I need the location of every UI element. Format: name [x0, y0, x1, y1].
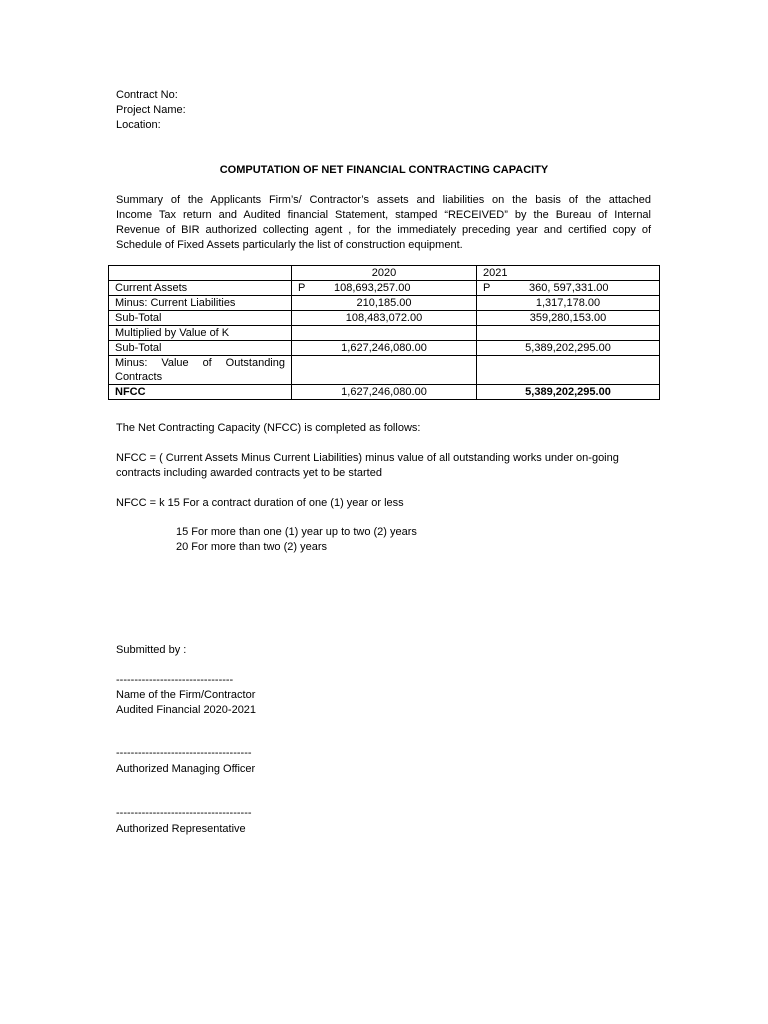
summary-line: Schedule of Fixed Assets particularly the list of construction equipment. [116, 239, 463, 251]
table-cell-empty [109, 266, 292, 281]
table-cell-empty [477, 356, 660, 385]
signature-line: ------------------------------------- [116, 807, 252, 819]
peso-prefix: P [298, 282, 306, 294]
submitted-by-label: Submitted by : [116, 644, 187, 656]
current-assets-2020 [292, 281, 477, 296]
nfcc-intro: The Net Contracting Capacity (NFCC) is completed as follows: [116, 422, 421, 434]
table-row [109, 311, 660, 326]
current-assets-2020-value: 108,693,257.00 [334, 282, 411, 294]
subtotal2-label: Sub-Total [109, 341, 292, 356]
nfcc-2020: 1,627,246,080.00 [292, 385, 477, 400]
subtotal1-2020: 108,483,072.00 [292, 311, 477, 326]
nfcc-label: NFCC [109, 385, 292, 400]
current-assets-2021 [477, 281, 660, 296]
audited-financial-label: Audited Financial 2020-2021 [116, 704, 257, 716]
project-name-label: Project Name: [116, 104, 186, 116]
current-liabilities-2020: 210,185.00 [292, 296, 477, 311]
table-cell-empty [292, 356, 477, 385]
k-value-line: 15 For more than one (1) year up to two (2) years [176, 526, 417, 538]
firm-name-label: Name of the Firm/Contractor [116, 689, 256, 701]
summary-line: Revenue of BIR authorized collecting agent , for the immediately preceding year and certified copy of [116, 224, 651, 236]
table-cell-empty [292, 326, 477, 341]
summary-line: Income Tax return and Audited financial Statement, stamped “RECEIVED” by the Bureau of Internal [116, 209, 651, 221]
signature-line: ------------------------------------- [116, 747, 252, 759]
managing-officer-label: Authorized Managing Officer [116, 763, 256, 775]
table-row [109, 341, 660, 356]
year-2020-header: 2020 [292, 266, 477, 281]
table-row [109, 296, 660, 311]
subtotal2-2020: 1,627,246,080.00 [292, 341, 477, 356]
document-title: COMPUTATION OF NET FINANCIAL CONTRACTING CAPACITY [219, 164, 549, 176]
nfcc-2021: 5,389,202,295.00 [477, 385, 660, 400]
subtotal1-2021: 359,280,153.00 [477, 311, 660, 326]
current-liabilities-label: Minus: Current Liabilities [109, 296, 292, 311]
summary-line: Summary of the Applicants Firm’s/ Contractor’s assets and liabilities on the basis of the attached [116, 194, 651, 206]
contract-no-label: Contract No: [116, 89, 178, 101]
table-row [109, 281, 660, 296]
multiplied-label: Multiplied by Value of K [109, 326, 292, 341]
year-2021-header: 2021 [477, 266, 660, 281]
k-value-line: NFCC = k 15 For a contract duration of one (1) year or less [116, 497, 404, 509]
signature-line: -------------------------------- [116, 674, 234, 686]
current-liabilities-2021: 1,317,178.00 [477, 296, 660, 311]
financial-table [108, 265, 660, 400]
current-assets-label: Current Assets [109, 281, 292, 296]
representative-label: Authorized Representative [116, 823, 246, 835]
formula-line: contracts including awarded contracts yet to be started [116, 467, 382, 479]
table-cell-empty [477, 326, 660, 341]
peso-prefix: P [483, 282, 491, 294]
location-label: Location: [116, 119, 161, 131]
outstanding-label-line2: Contracts [115, 371, 163, 383]
k-value-line: 20 For more than two (2) years [176, 541, 328, 553]
table-row [109, 385, 660, 400]
table-row [109, 326, 660, 341]
summary-paragraph [116, 193, 651, 253]
outstanding-label-line1: Minus: Value of Outstanding [115, 357, 285, 369]
formula-line: NFCC = ( Current Assets Minus Current Liabilities) minus value of all outstanding works under on-going [116, 452, 619, 464]
table-header-row [109, 266, 660, 281]
table-row [109, 356, 660, 385]
subtotal1-label: Sub-Total [109, 311, 292, 326]
outstanding-label [109, 356, 292, 385]
subtotal2-2021: 5,389,202,295.00 [477, 341, 660, 356]
current-assets-2021-value: 360, 597,331.00 [529, 282, 609, 294]
